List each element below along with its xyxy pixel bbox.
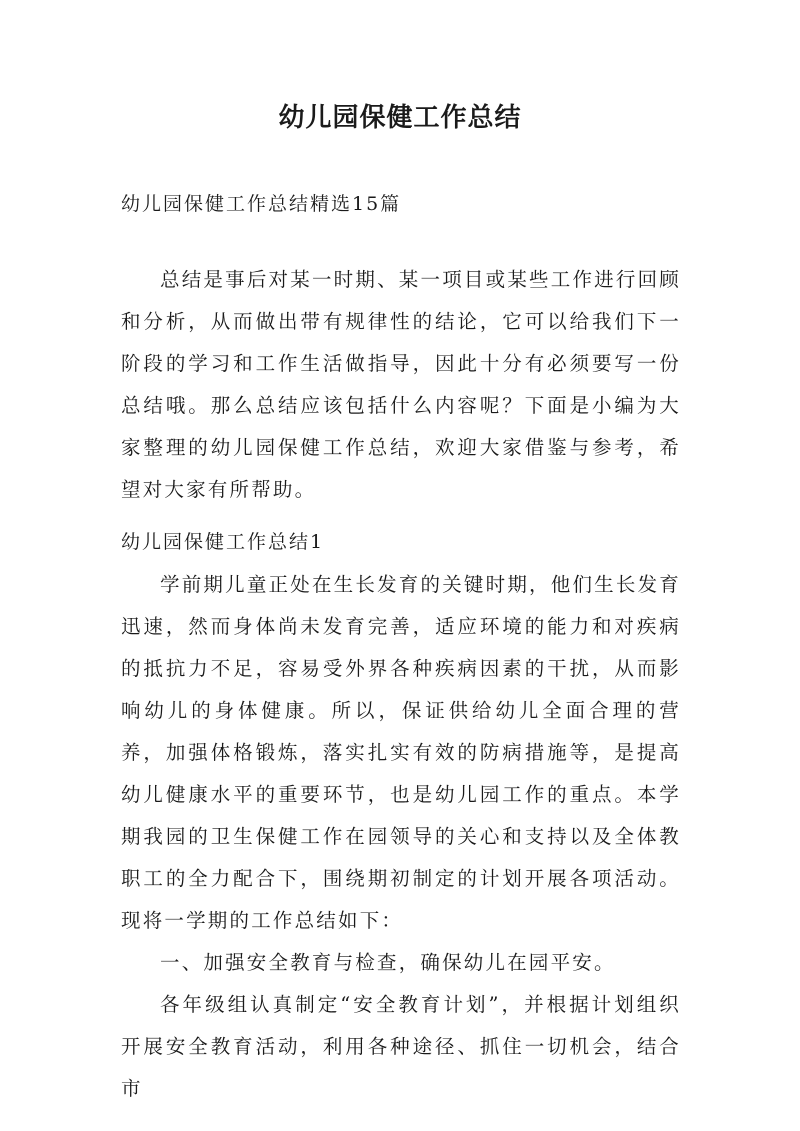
document-subtitle: 幼儿园保健工作总结精选15篇 bbox=[121, 193, 402, 215]
document-title: 幼儿园保健工作总结 bbox=[278, 103, 522, 133]
section-heading: 幼儿园保健工作总结1 bbox=[121, 531, 325, 553]
intro-paragraph: 总结是事后对某一时期、某一项目或某些工作进行回顾和分析，从而做出带有规律性的结论，它可以给我们下一阶段的学习和工作生活做指导，因此十分有必须要写一份总结哦。那么总结应该包括什么内容呢？下面是小编为大家整理的幼儿园保健工作总结，欢迎大家借鉴与参考，希望对大家有所帮助。 bbox=[121, 268, 681, 501]
section-point-heading: 一、加强安全教育与检查，确保幼儿在园平安。 bbox=[160, 951, 616, 974]
body-paragraph: 各年级组认真制定“安全教育计划”，并根据计划组织开展安全教育活动，利用各种途径、抓住一切机会，结合市 bbox=[121, 993, 681, 1100]
section-body bbox=[121, 564, 681, 1110]
body-paragraph: 学前期儿童正处在生长发育的关键时期，他们生长发育迅速，然而身体尚未发育完善，适应环境的能力和对疾病的抵抗力不足，容易受外界各种疾病因素的干扰，从而影响幼儿的身体健康。所以，保证供给幼儿全面合理的营养，加强体格锻炼，落实扎实有效的防病措施等，是提高幼儿健康水平的重要环节，也是幼儿园工作的重点。本学期我园的卫生保健工作在园领导的关心和支持以及全体教职工的全力配合下，围绕期初制定的计划开展各项活动。现将一学期的工作总结如下： bbox=[121, 573, 681, 932]
intro-block bbox=[121, 259, 681, 511]
